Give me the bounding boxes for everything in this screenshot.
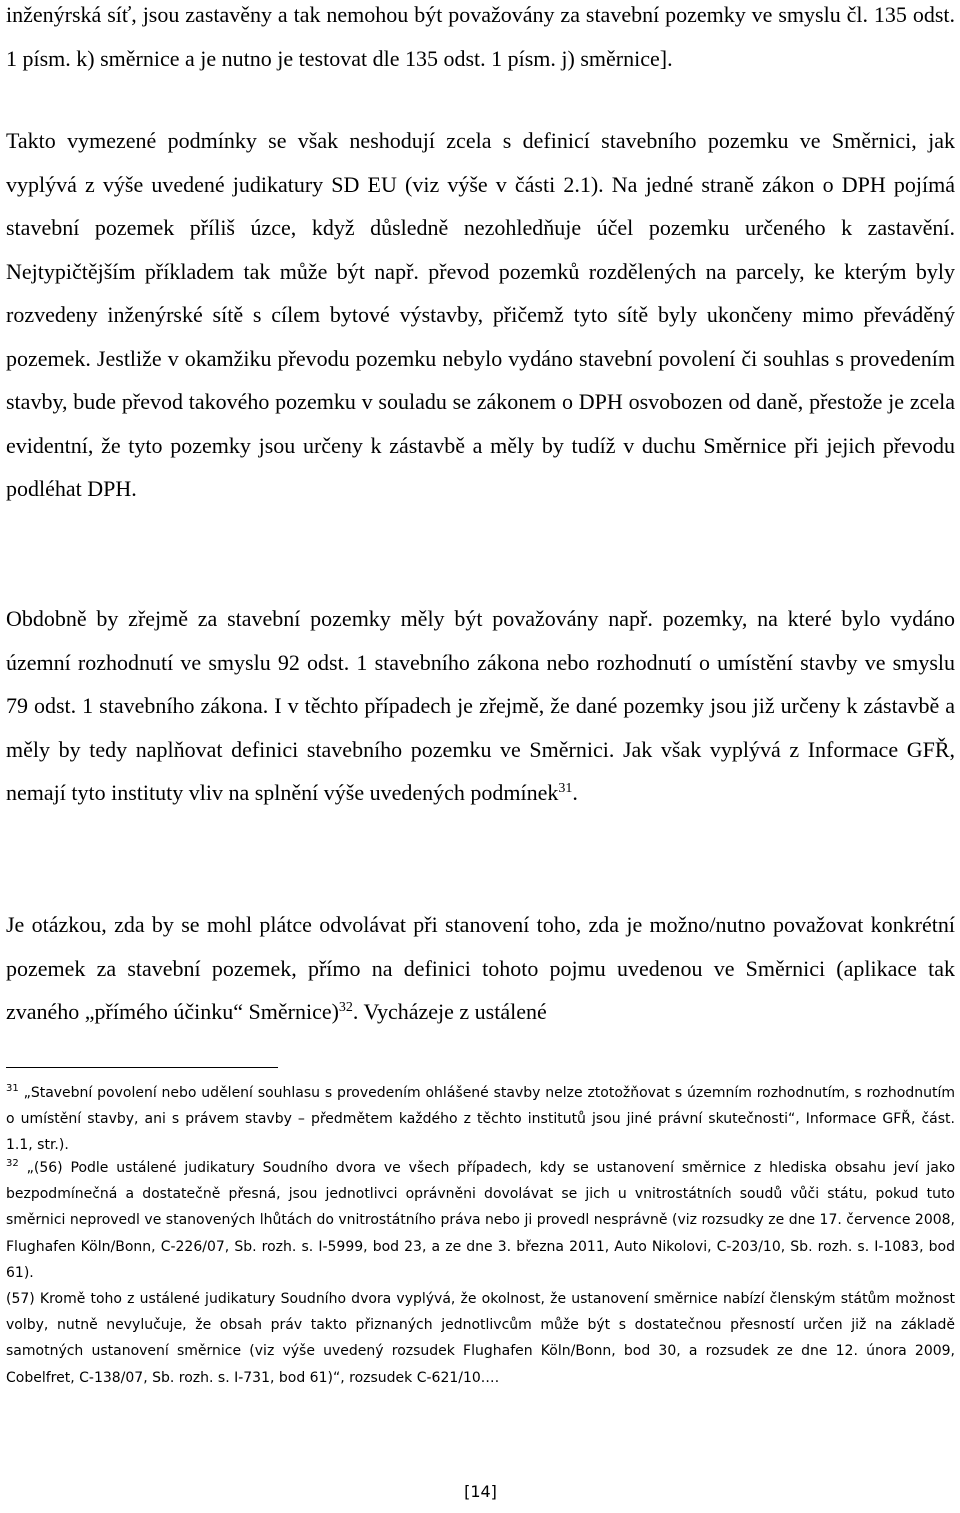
footnote-text: „(56) Podle ustálené judikatury Soudního dvora ve všech případech, kdy se ustanovení směrnice z hlediska obsahu jeví jako bezpodmínečná a dostatečně přesná, jsou jednotlivci oprávněni dovolávat se jich u vnitrostátních soudů vůči státu, pokud tuto směrnici neprovedl ve stanovených lhůtách do vnitrostátního práva nebo ji provedl nesprávně (viz rozsudky ze dne 17. července 2008, Flughafen Köln/Bonn, C-226/07, Sb. rozh. s. I-5999, bod 23, a ze dne 3. března 2011, Auto Nikolovi, C-203/10, Sb. rozh. s. I-1083, bod 61). — [6, 1160, 956, 1281]
page-number: [14] — [464, 1482, 497, 1501]
footnote-number: 31 — [6, 1083, 19, 1094]
footnote-32 — [6, 1155, 955, 1391]
footnote-ref-31[interactable]: 31 — [558, 781, 573, 796]
footnote-text: „Stavební povolení nebo udělení souhlasu s provedením ohlášené stavby nelze ztotožňovat s územním rozhodnutím, s rozhodnutím o umístění stavby, ani s právem stavby – předmětem každého z těchto institutů jsou jiné právní skutečnosti“, Informace GFŘ, část. 1.1, str.). — [6, 1085, 955, 1154]
footnote-ref-32[interactable]: 32 — [338, 1000, 353, 1015]
paragraph-definition-mismatch: Takto vymezené podmínky se však neshodují zcela s definicí stavebního pozemku ve Směrnici, jak vyplývá z výše uvedené judikatury SD EU (viz výše v části 2.1). Na jedné straně zákon o DPH pojímá stavební pozemek příliš úzce, když důsledně nezohledňuje účel pozemku určeného k zastavění. Nejtypičtějším příkladem tak může být např. převod pozemků rozdělených na parcely, ke kterým byly rozvedeny inženýrské sítě s cílem bytové výstavby, přičemž tyto sítě byly ukončeny mimo převáděný pozemek. Jestliže v okamžiku převodu pozemku nebylo vydáno stavební povolení či souhlas s provedením stavby, bude převod takového pozemku v souladu se zákonem o DPH osvobozen od daně, přestože je zcela evidentní, že tyto pozemky jsou určeny k zástavbě a měly by tudíž v duchu Směrnice při jejich převodu podléhat DPH. — [6, 128, 955, 501]
paragraph-end: . — [572, 780, 578, 805]
footnote-paragraph: (57) Kromě toho z ustálené judikatury Soudního dvora vyplývá, že okolnost, že ustanovení směrnice nabízí členským státům možnost volby, nutně nevylučuje, že obsah práv takto přiznaných jednotlivcům může být s dostatečnou přesností určen již na základě samotných ustanovení směrnice (viz výše uvedený rozsudek Flughafen Köln/Bonn, bod 30, a rozsudek ze dne 12. února 2009, Cobelfret, C-138/07, Sb. rozh. s. I-731, bod 61)“, rozsudek C-621/10.… — [6, 1291, 955, 1386]
footnote-31 — [6, 1080, 955, 1159]
footnote-paragraph — [6, 1155, 955, 1286]
paragraph-end: . Vycházeje z ustálené — [352, 999, 547, 1024]
paragraph-text: Je otázkou, zda by se mohl plátce odvolávat při stanovení toho, zda je možno/nutno považovat konkrétní pozemek za stavební pozemek, přímo na definici tohoto pojmu uvedenou ve Směrnici (aplikace tak zvaného „přímého účinku“ Směrnice) — [6, 912, 955, 1024]
paragraph-direct-effect — [6, 903, 955, 1034]
footnote-number: 32 — [6, 1158, 19, 1169]
paragraph-continuation: inženýrská síť, jsou zastavěny a tak nemohou být považovány za stavební pozemky ve smyslu čl. 135 odst. 1 písm. k) směrnice a je nutno je testovat dle 135 odst. 1 písm. j) směrnice]. — [6, 2, 955, 71]
paragraph-building-permits — [6, 597, 955, 815]
paragraph-text: Obdobně by zřejmě za stavební pozemky měly být považovány např. pozemky, na které bylo vydáno územní rozhodnutí ve smyslu 92 odst. 1 stavebního zákona nebo rozhodnutí o umístění stavby ve smyslu 79 odst. 1 stavebního zákona. I v těchto případech je zřejmě, že dané pozemky jsou již určeny k zástavbě a měly by tedy naplňovat definici stavebního pozemku ve Směrnici. Jak však vyplývá z Informace GFŘ, nemají tyto instituty vliv na splnění výše uvedených podmínek — [6, 606, 955, 805]
footnote-divider — [6, 1067, 278, 1068]
